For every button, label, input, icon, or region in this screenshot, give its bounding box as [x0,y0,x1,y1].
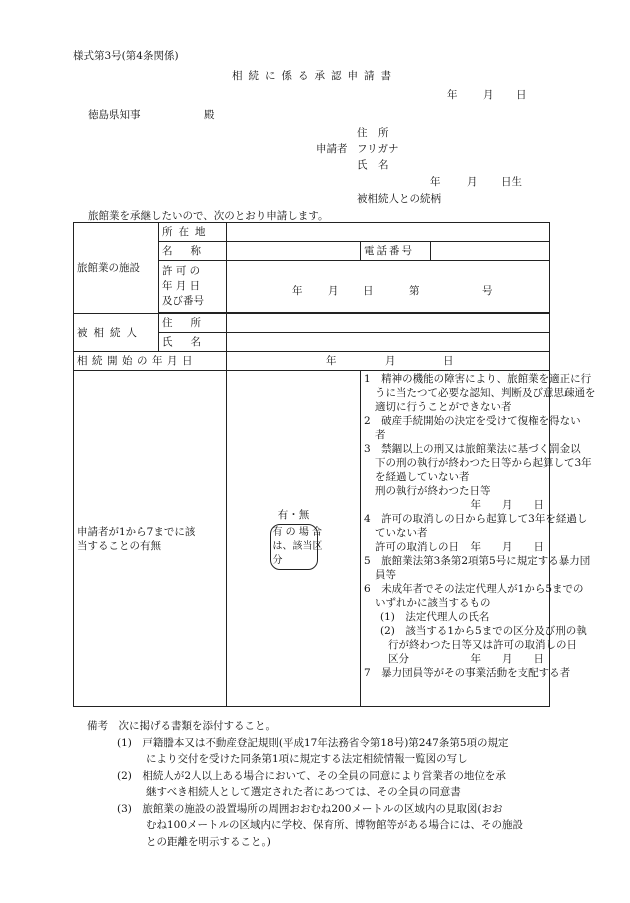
note-3-l2: むね100メートルの区域内に学校、保育所、博物館等がある場合には、その施設 [146,819,524,831]
note-2-l1: (2) 相続人が2人以上ある場合において、その全員の同意により営業者の地位を承 [117,769,506,782]
item-4-label: 許可の取消しの日 [375,541,459,553]
permit-month: 月 [328,285,339,297]
item-6-sub2-l3 [364,652,546,666]
decedent-header: 被相続人 [74,314,159,352]
item-1-l1: 1 精神の機能の障害により、旅館業を適正に行 [364,373,592,385]
date-year: 年 [447,89,458,101]
item-6-sub1: (1) 法定代理人の氏名 [380,611,490,623]
item-3-l1: 3 禁錮以上の刑又は旅館業法に基づく罰金以 [364,443,581,455]
permit-year: 年 [292,285,303,297]
birth-year: 年 [430,176,441,188]
permit-dai: 第 [409,285,420,297]
item-4-l2: ていない者 [375,527,428,539]
addressee: 徳島県知事 [88,109,141,121]
notes-head: 備考 次に掲げる書類を添付すること。 [87,720,276,732]
relation-label: 被相続人との続柄 [357,193,441,205]
form-number: 様式第3号(第4条関係) [73,50,179,62]
bracket-l1: 有 の 場 合 [272,526,323,538]
birth-day: 日生 [501,176,522,188]
disqualification-items [361,371,596,707]
start-year: 年 [326,355,337,367]
item-1-l3: 適切に行うことができない者 [375,401,512,413]
decedent-address-label: 住所 [159,314,227,333]
note-1-l2: により交付を受けた同条第1項に規定する法定相続情報一覧図の写し [146,753,468,765]
item-6-sub2-l2: 行が終わつた日等又は許可の取消しの日 [388,639,577,651]
permit-go: 号 [482,285,493,297]
item-6-l1: 6 未成年者でその法定代理人が1から5までの [364,583,584,595]
date-month: 月 [483,89,494,101]
permit-day: 日 [363,285,374,297]
permit-label-l1: 許 可 の [162,265,201,277]
birth-month: 月 [467,176,478,188]
item-2-l1: 2 破産手続開始の決定を受けて復権を得ない [364,415,581,427]
item-5-l1: 5 旅館業法第3条第2項第5号に規定する暴力団 [364,555,591,567]
application-table [73,222,596,707]
note-2-l2: 継すべき相続人として選定された者にあつては、その全員の同意書 [146,786,461,798]
note-1-l1: (1) 戸籍謄本又は不動産登記規則(平成17年法務省令第18号)第247条第5項の規定 [117,736,509,749]
facility-header: 旅館業の施設 [74,223,159,314]
item-3-date: 年 月 日 [470,499,545,511]
applicability-l2: 当することの有無 [77,539,161,552]
yes-no-cell[interactable] [227,371,361,707]
applicability-label [74,371,227,707]
item-3-l2: 下の刑の執行が終わつた日等から起算して3年 [375,457,592,469]
location-value[interactable] [227,223,550,242]
applicant-furigana-label: フリガナ [357,143,399,155]
applicant-label: 申請者 [316,143,348,155]
permit-value[interactable] [227,261,550,313]
item-2-l2: 者 [375,429,386,441]
permit-label-l2: 年 月 日 [162,280,201,292]
start-day: 日 [443,355,454,367]
applicant-name-label: 氏 名 [357,159,389,171]
note-3-l1: (3) 旅館業の施設の設置場所の周囲おおむね200メートルの区域内の見取図(おお [117,802,503,815]
item-4-l1: 4 許可の取消しの日から起算して3年を経過し [364,513,588,525]
bracket-note [270,524,323,570]
item-6-category: 区分 [388,653,409,665]
phone-label: 電話番号 [361,242,431,261]
intro-text: 旅館業を承継したいので、次のとおり申請します。 [88,210,329,222]
start-date-label: 相続開始の年月日 [74,352,227,371]
item-3-l4: 刑の執行が終わつた日等 [375,485,491,497]
phone-value[interactable] [431,242,550,261]
item-4-date: 年 月 日 [470,541,545,553]
decedent-name-value[interactable] [227,333,550,352]
name-label: 名称 [159,242,227,261]
item-6-date: 年 月 日 [470,653,545,665]
item-1-l2: うに当たつて必要な認知、判断及び意思疎通を [375,387,596,399]
applicability-l1: 申請者が1から7までに該 [77,525,196,538]
note-3-l3: との距離を明示すること。) [146,835,271,848]
notes [73,718,553,850]
item-6-sub2-l1: (2) 該当する1から5までの区分及び刑の執 [380,625,587,637]
permit-label [159,261,227,313]
bracket-l2: は、該当区 [272,540,323,552]
addressee-honorific: 殿 [204,109,215,121]
decedent-address-value[interactable] [227,314,550,333]
page-title: 相続に係る承認申請書 [232,70,397,82]
name-value[interactable] [227,242,361,261]
start-month: 月 [385,355,396,367]
item-6-l2: いずれかに該当するもの [375,597,491,609]
yes-no[interactable]: 有・無 [277,508,310,521]
item-5-l2: 員等 [375,569,396,581]
item-3-l3: を経過していない者 [375,471,470,483]
start-date-value[interactable] [227,352,550,371]
item-4-l3 [364,540,546,554]
applicant-address-label: 住 所 [357,127,389,139]
bracket-l3: 分 [272,554,283,566]
decedent-name-label: 氏名 [159,333,227,352]
location-label: 所在地 [159,223,227,242]
date-day: 日 [516,89,527,101]
item-7: 7 暴力団員等がその事業活動を支配する者 [364,667,571,679]
permit-label-l3: 及び番号 [162,295,204,307]
